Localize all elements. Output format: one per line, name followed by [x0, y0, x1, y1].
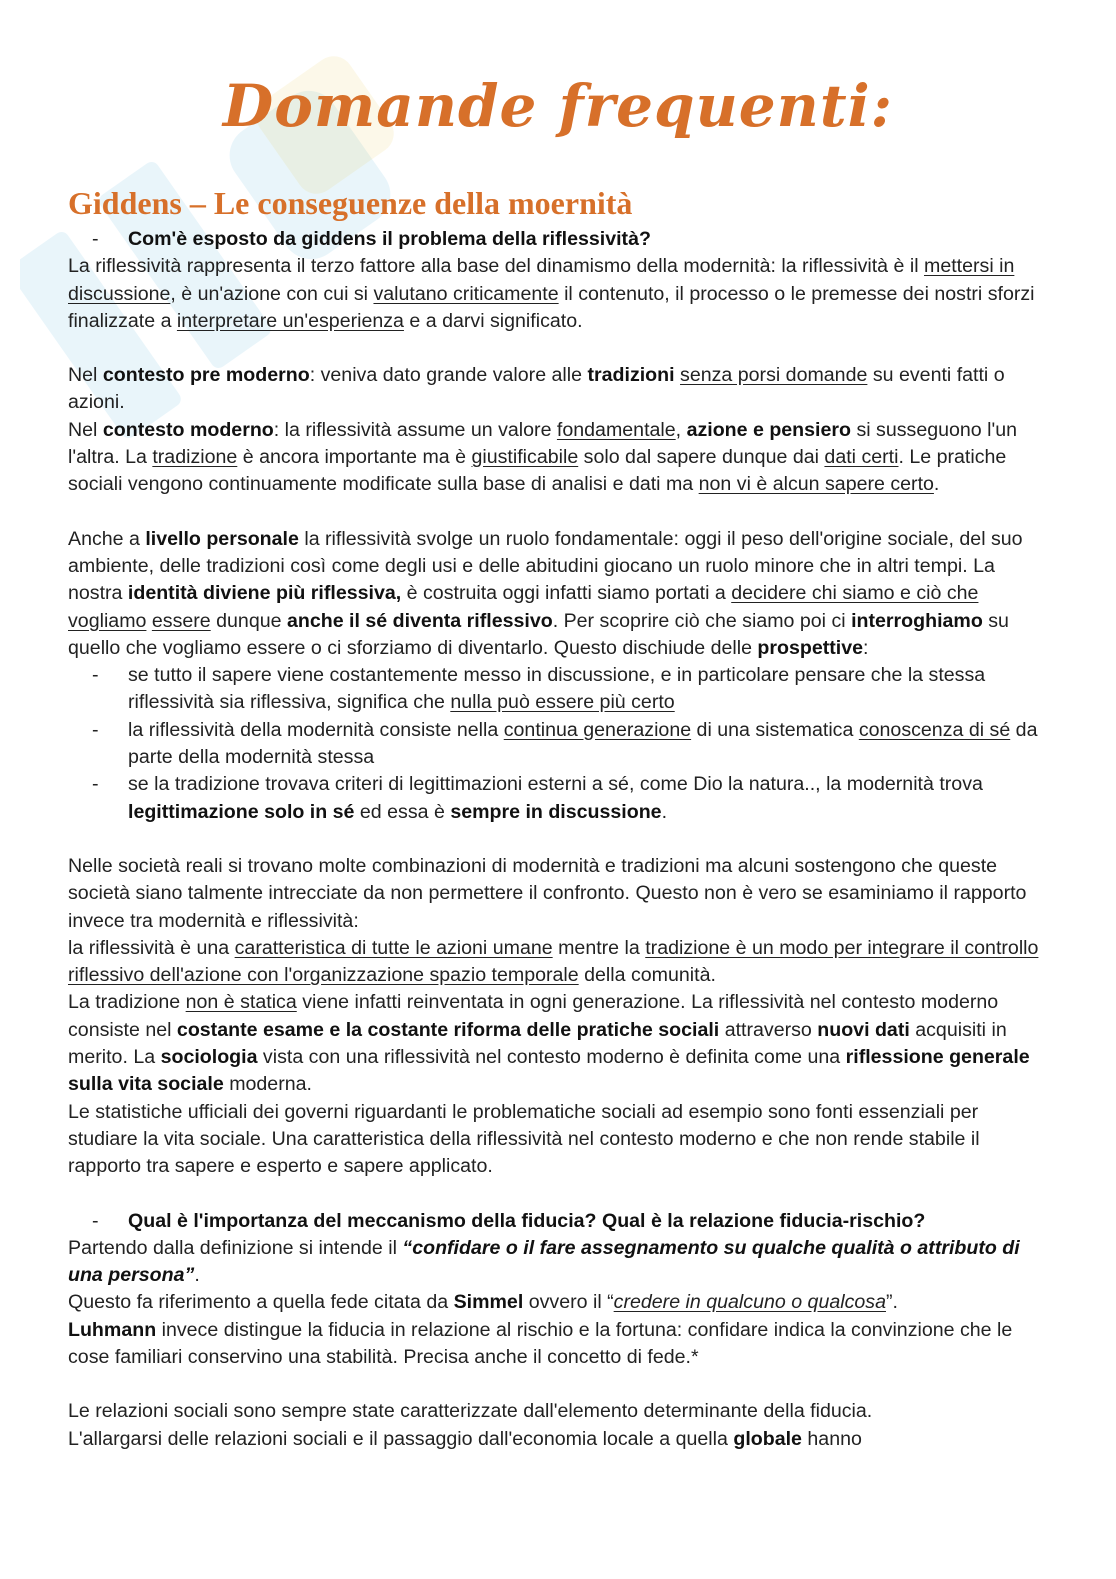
bullet-dash: -: [92, 773, 99, 796]
question-1-text: Com'è esposto da giddens il problema della riflessività?: [128, 228, 651, 250]
list-item: - se la tradizione trovava criteri di legittimazioni esterni a sé, come Dio la natura.., la modernità trova legittimazione solo in sé ed essa è sempre in discussione.: [68, 771, 1048, 826]
paragraph: L'allargarsi delle relazioni sociali e il passaggio dall'economia locale a quella globale hanno: [68, 1427, 862, 1450]
paragraph: Le statistiche ufficiali dei governi riguardanti le problematiche sociali ad esempio sono fonti essenziali per studiare la vita sociale. Una caratteristica della riflessività nel contesto moderno e che non rende stabile il rapporto tra sapere e esperto e sapere applicato.: [68, 1100, 980, 1178]
paragraph: Partendo dalla definizione si intende il “confidare o il fare assegnamento su qualche qualità o attributo di una persona”.: [68, 1236, 1020, 1287]
paragraph: la riflessività è una caratteristica di tutte le azioni umane mentre la tradizione è un modo per integrare il controllo riflessivo dell'azione con l'organizzazione spazio temporale della comunità.: [68, 936, 1039, 987]
bullet-dash: -: [92, 228, 99, 250]
paragraph: Anche a livello personale la riflessività svolge un ruolo fondamentale: oggi il peso dell'origine sociale, del suo ambiente, delle tradizioni così come degli usi e delle abitudini giocano un ruolo minore che in altri tempi. La nostra identità diviene più riflessiva, è costruita oggi infatti siamo portati a decidere chi siamo e ciò che vogliamo essere dunque anche il sé diventa riflessivo. Per scoprire ciò che siamo poi ci interroghiamo su quello che vogliamo essere o ci sforziamo di diventarlo. Questo dischiude delle prospettive:: [68, 527, 1023, 659]
paragraph: Le relazioni sociali sono sempre state caratterizzate dall'elemento determinante della fiducia.: [68, 1400, 873, 1423]
paragraph: Nelle società reali si trovano molte combinazioni di modernità e tradizioni ma alcuni sostengono che queste società siano talmente intrecciate da non permettere il confronto. Questo non è vero se esaminiamo il rapporto invece tra modernità e riflessività:: [68, 854, 1027, 932]
question-2-text: Qual è l'importanza del meccanismo della fiducia? Qual è la relazione fiducia-rischio?: [128, 1209, 926, 1232]
list-item: - se tutto il sapere viene costantemente messo in discussione, e in particolare pensare che la stessa riflessività sia riflessiva, significa che nulla può essere più certo: [68, 662, 1048, 717]
section-title: Giddens – Le conseguenze della moernità: [68, 185, 633, 221]
paragraph: Nel contesto moderno: la riflessività assume un valore fondamentale, azione e pensiero si susseguono l'un l'altra. La tradizione è ancora importante ma è giustificabile solo dal sapere dunque dai dati certi. Le pratiche sociali vengono continuamente modificate sulla base di analisi e dati ma non vi è alcun sapere certo.: [68, 418, 1018, 496]
bullet-dash: -: [92, 1209, 99, 1232]
bullet-dash: -: [92, 664, 99, 687]
document-body: [68, 182, 1048, 1453]
question-1: [68, 226, 1048, 253]
paragraph: Luhmann invece distingue la fiducia in relazione al rischio e la fortuna: confidare indica la convinzione che le cose familiari conservino una stabilità. Precisa anche il concetto di fede.*: [68, 1318, 1013, 1368]
paragraph: Questo fa riferimento a quella fede citata da Simmel ovvero il “credere in qualcuno o qualcosa”.: [68, 1291, 898, 1314]
page-title: Domande frequenti:: [222, 72, 894, 140]
list-item: - la riflessività della modernità consiste nella continua generazione di una sistematica conoscenza di sé da parte della modernità stessa: [68, 717, 1048, 772]
paragraph: La tradizione non è statica viene infatti reinventata in ogni generazione. La riflessività nel contesto moderno consiste nel costante esame e la costante riforma delle pratiche sociali attraverso nuovi dati acquisiti in merito. La sociologia vista con una riflessività nel contesto moderno è definita come una riflessione generale sulla vita sociale moderna.: [68, 991, 1030, 1096]
bullet-dash: -: [92, 718, 99, 741]
paragraph: Nel contesto pre moderno: veniva dato grande valore alle tradizioni senza porsi domande su eventi fatti o azioni.: [68, 364, 1005, 414]
paragraph: La riflessività rappresenta il terzo fattore alla base del dinamismo della modernità: la riflessività è il mettersi in discussione, è un'azione con cui si valutano criticamente il contenuto, il processo o le premesse dei nostri sforzi finalizzate a interpretare un'esperienza e a darvi significato.: [68, 255, 1035, 332]
question-2: [68, 1208, 1048, 1235]
